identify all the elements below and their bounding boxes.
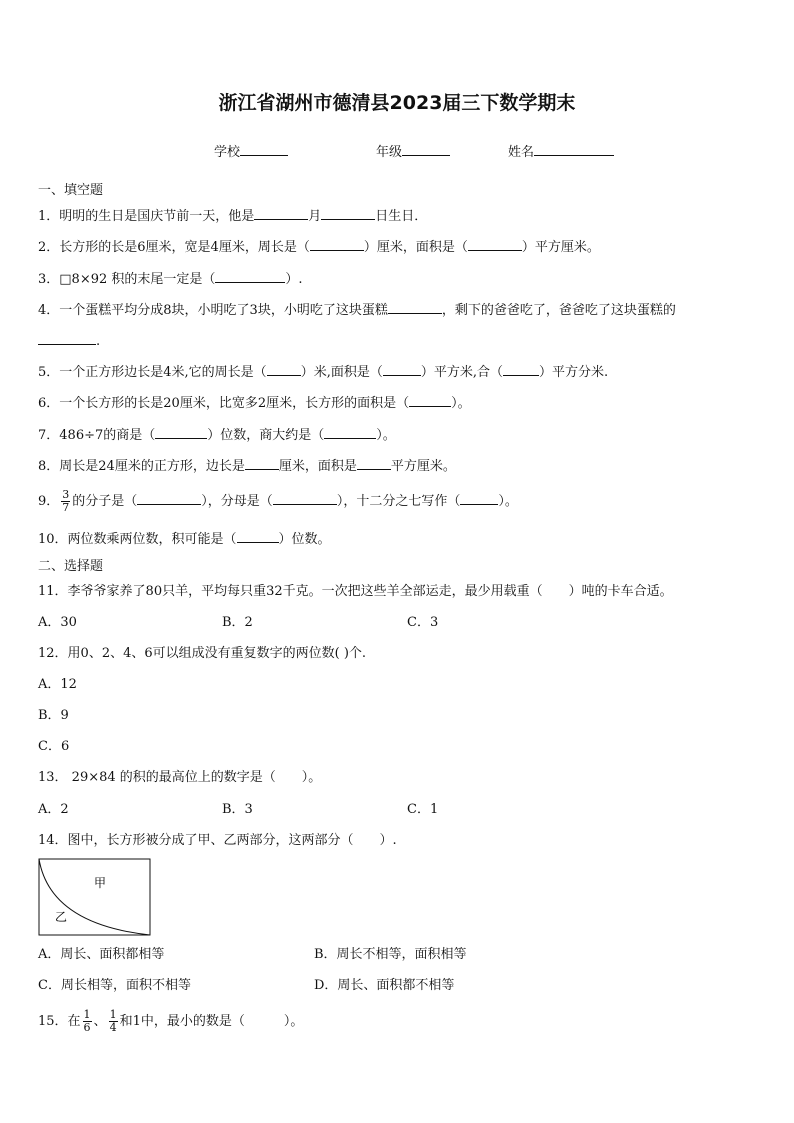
question-14: 14．图中，长方形被分成了甲、乙两部分，这两部分（ ）. bbox=[38, 833, 397, 848]
q1-blank-1[interactable] bbox=[254, 219, 308, 220]
label-yi: 乙 bbox=[55, 910, 68, 924]
question-12: 12．用0、2、4、6可以组成没有重复数字的两位数( )个. bbox=[38, 646, 367, 661]
q9-blank-2[interactable] bbox=[273, 504, 337, 505]
fraction-3-7: $\frac{3}{7}$ bbox=[62, 488, 70, 514]
q5-blank-1[interactable] bbox=[267, 375, 301, 376]
q2-blank-1[interactable] bbox=[310, 250, 364, 251]
q4-blank-1[interactable] bbox=[388, 313, 442, 314]
q8-blank-2[interactable] bbox=[357, 469, 391, 470]
question-4-cont: . bbox=[38, 334, 100, 350]
q2-blank-2[interactable] bbox=[468, 250, 522, 251]
q6-blank[interactable] bbox=[409, 406, 451, 407]
question-8: 8．周长是24厘米的正方形，边长是 厘米，面积是 平方厘米。 bbox=[38, 459, 456, 474]
q14-option-a[interactable]: A．周长、面积都相等 bbox=[38, 947, 165, 962]
q13-option-b[interactable]: B．3 bbox=[222, 802, 253, 817]
section-fill-heading: 一、填空题 bbox=[38, 183, 104, 198]
q7-blank-1[interactable] bbox=[155, 438, 207, 439]
q11-option-b[interactable]: B．2 bbox=[222, 615, 253, 630]
name-label: 姓名 bbox=[508, 145, 535, 160]
fraction-1-6: $\frac{1}{6}$ bbox=[83, 1008, 91, 1034]
q13-option-a[interactable]: A．2 bbox=[38, 802, 69, 817]
q10-blank[interactable] bbox=[237, 542, 279, 543]
question-1: 1．明明的生日是国庆节前一天，他是 月 日生日． bbox=[38, 209, 428, 224]
question-6: 6．一个长方形的长是20厘米，比宽多2厘米，长方形的面积是（ ）。 bbox=[38, 396, 471, 411]
q12-option-a[interactable]: A．12 bbox=[38, 677, 77, 692]
q3-blank[interactable] bbox=[215, 282, 285, 283]
q5-blank-3[interactable] bbox=[503, 375, 539, 376]
question-15: 15．在 $\frac{1}{6}$ 、 $\frac{1}{4}$ 和1中，最小的数是（ ）。 bbox=[38, 1008, 304, 1034]
q8-blank-1[interactable] bbox=[245, 469, 279, 470]
question-4: 4．一个蛋糕平均分成8块，小明吃了3块，小明吃了这块蛋糕 ，剩下的爸爸吃了，爸爸吃了这块蛋糕的 bbox=[38, 303, 676, 318]
question-5: 5．一个正方形边长是4米,它的周长是（ ）米,面积是（ ）平方米,合（ ）平方分米. bbox=[38, 365, 609, 380]
question-7: 7．486÷7的商是（ ）位数，商大约是（ ）。 bbox=[38, 428, 396, 443]
q12-option-b[interactable]: B．9 bbox=[38, 708, 69, 723]
school-blank[interactable] bbox=[240, 142, 288, 156]
q5-blank-2[interactable] bbox=[383, 375, 421, 376]
page-title: 浙江省湖州市德清县2023届三下数学期末 bbox=[218, 92, 576, 114]
rectangle-figure bbox=[38, 858, 152, 938]
question-3: 3．□8×92 积的末尾一定是（ ）. bbox=[38, 272, 303, 287]
grade-field bbox=[376, 141, 450, 160]
q4-blank-2[interactable] bbox=[38, 344, 96, 345]
fraction-1-4: $\frac{1}{4}$ bbox=[109, 1008, 117, 1034]
q7-blank-2[interactable] bbox=[324, 438, 376, 439]
name-blank[interactable] bbox=[534, 142, 614, 156]
section-choice-heading: 二、选择题 bbox=[38, 559, 104, 574]
question-2: 2．长方形的长是6厘米，宽是4厘米，周长是（ ）厘米，面积是（ ）平方厘米。 bbox=[38, 240, 600, 255]
school-field bbox=[214, 141, 288, 160]
label-jia: 甲 bbox=[94, 876, 107, 890]
q9-blank-3[interactable] bbox=[460, 504, 498, 505]
question-11: 11．李爷爷家养了80只羊，平均每只重32千克。一次把这些羊全部运走，最少用载重（ ）吨的卡车合适。 bbox=[38, 584, 673, 599]
name-field bbox=[508, 141, 614, 160]
q11-option-c[interactable]: C．3 bbox=[407, 615, 439, 630]
q12-option-c[interactable]: C．6 bbox=[38, 739, 70, 754]
grade-blank[interactable] bbox=[402, 142, 450, 156]
q14-option-b[interactable]: B．周长不相等，面积相等 bbox=[314, 947, 467, 962]
question-13: 13． 29×84 的积的最高位上的数字是（ ）。 bbox=[38, 770, 322, 785]
q11-option-a[interactable]: A．30 bbox=[38, 615, 77, 630]
q1-blank-2[interactable] bbox=[321, 219, 375, 220]
school-label: 学校 bbox=[214, 145, 241, 160]
q14-option-d[interactable]: D．周长、面积都不相等 bbox=[314, 978, 455, 993]
question-10: 10．两位数乘两位数，积可能是（ ）位数。 bbox=[38, 532, 331, 547]
q14-option-c[interactable]: C．周长相等，面积不相等 bbox=[38, 978, 191, 993]
question-9: 9． $\frac{3}{7}$ 的分子是（ ），分母是（ ），十二分之七写作（ ）。 bbox=[38, 488, 518, 514]
q9-blank-1[interactable] bbox=[137, 504, 201, 505]
q13-option-c[interactable]: C．1 bbox=[407, 802, 439, 817]
grade-label: 年级 bbox=[376, 145, 403, 160]
